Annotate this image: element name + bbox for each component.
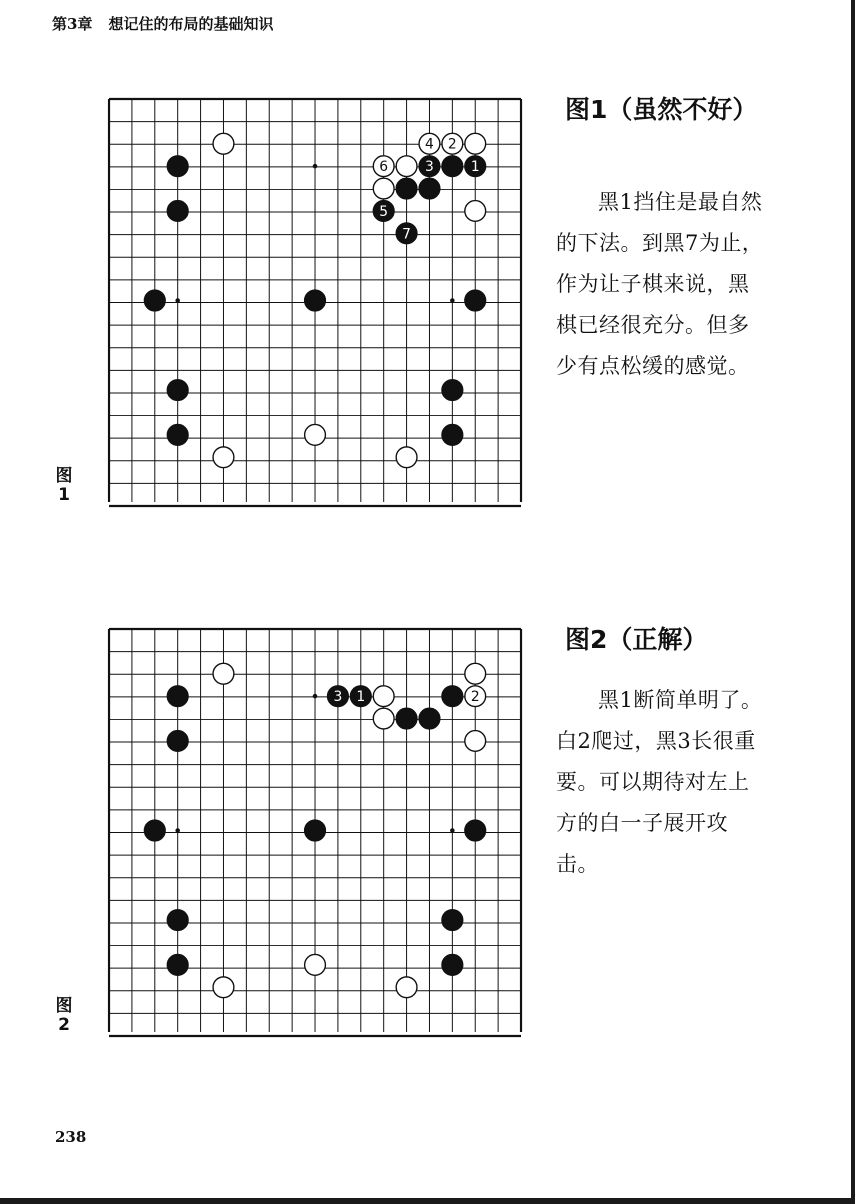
black-stone <box>167 686 188 707</box>
star-point <box>175 828 180 833</box>
black-stone <box>167 380 188 401</box>
white-stone <box>213 977 234 998</box>
black-stone <box>396 178 417 199</box>
star-point <box>450 298 455 303</box>
star-point <box>313 164 318 169</box>
star-point <box>313 694 318 699</box>
running-header <box>52 13 273 34</box>
white-stone <box>213 663 234 684</box>
figure-2-commentary: 黑1断简单明了。白2爬过，黑3长很重要。可以期待对左上方的白一子展开攻击。 <box>556 688 763 876</box>
black-stone <box>167 954 188 975</box>
figure-1-side-label-number: 1 <box>58 485 70 505</box>
black-stone <box>465 820 486 841</box>
board-grid-svg <box>107 627 527 1038</box>
go-board-figure-2 <box>107 627 527 1038</box>
figure-2-side-label-char: 图 <box>55 996 73 1016</box>
chapter-title: 想记住的布局的基础知识 <box>108 15 274 33</box>
stone-move-number: 7 <box>402 226 411 243</box>
stone-move-number: 5 <box>379 203 389 220</box>
black-stone <box>465 290 486 311</box>
white-stone <box>465 663 486 684</box>
white-stone <box>396 977 417 998</box>
black-stone <box>167 731 188 752</box>
figure-2-side-label <box>54 997 74 1035</box>
stone-move-number: 1 <box>470 159 480 176</box>
star-point <box>175 298 180 303</box>
black-stone <box>305 290 326 311</box>
white-stone <box>396 447 417 468</box>
black-stone <box>442 686 463 707</box>
black-stone <box>442 380 463 401</box>
black-stone <box>442 954 463 975</box>
white-stone <box>465 133 486 154</box>
figure-2-title: 图2（正解） <box>565 625 708 654</box>
chapter-number: 第3章 <box>52 15 93 33</box>
stone-move-number: 3 <box>333 689 343 706</box>
figure-1-title: 图1（虽然不好） <box>565 95 758 124</box>
black-stone <box>305 820 326 841</box>
stone-move-number: 3 <box>425 159 434 176</box>
white-stone <box>213 447 234 468</box>
go-board-figure-1 <box>107 97 527 508</box>
black-stone <box>442 910 463 931</box>
white-stone <box>305 424 326 445</box>
page-number: 238 <box>55 1128 87 1146</box>
black-stone <box>442 156 463 177</box>
white-stone <box>305 954 326 975</box>
figure-1-side-label <box>54 467 74 505</box>
board-grid-svg <box>107 97 527 508</box>
white-stone <box>465 731 486 752</box>
stone-move-number: 2 <box>447 136 457 153</box>
black-stone <box>144 290 165 311</box>
stone-move-number: 4 <box>425 136 434 153</box>
stone-move-number: 6 <box>379 159 389 176</box>
white-stone <box>373 708 394 729</box>
stone-move-number: 2 <box>470 689 480 706</box>
black-stone <box>442 424 463 445</box>
black-stone <box>396 708 417 729</box>
black-stone <box>167 156 188 177</box>
white-stone <box>465 201 486 222</box>
white-stone <box>213 133 234 154</box>
black-stone <box>419 178 440 199</box>
black-stone <box>167 201 188 222</box>
white-stone <box>373 686 394 707</box>
figure-2-side-label-number: 2 <box>58 1015 70 1035</box>
black-stone <box>167 910 188 931</box>
black-stone <box>419 708 440 729</box>
black-stone <box>144 820 165 841</box>
figure-1-side-label-char: 图 <box>55 466 73 486</box>
white-stone <box>373 178 394 199</box>
star-point <box>450 828 455 833</box>
stone-move-number: 1 <box>356 689 366 706</box>
figure-1-commentary: 黑1挡住是最自然的下法。到黑7为止，作为让子棋来说，黑棋已经很充分。但多少有点松缓的感觉。 <box>556 190 764 378</box>
black-stone <box>167 424 188 445</box>
white-stone <box>396 156 417 177</box>
